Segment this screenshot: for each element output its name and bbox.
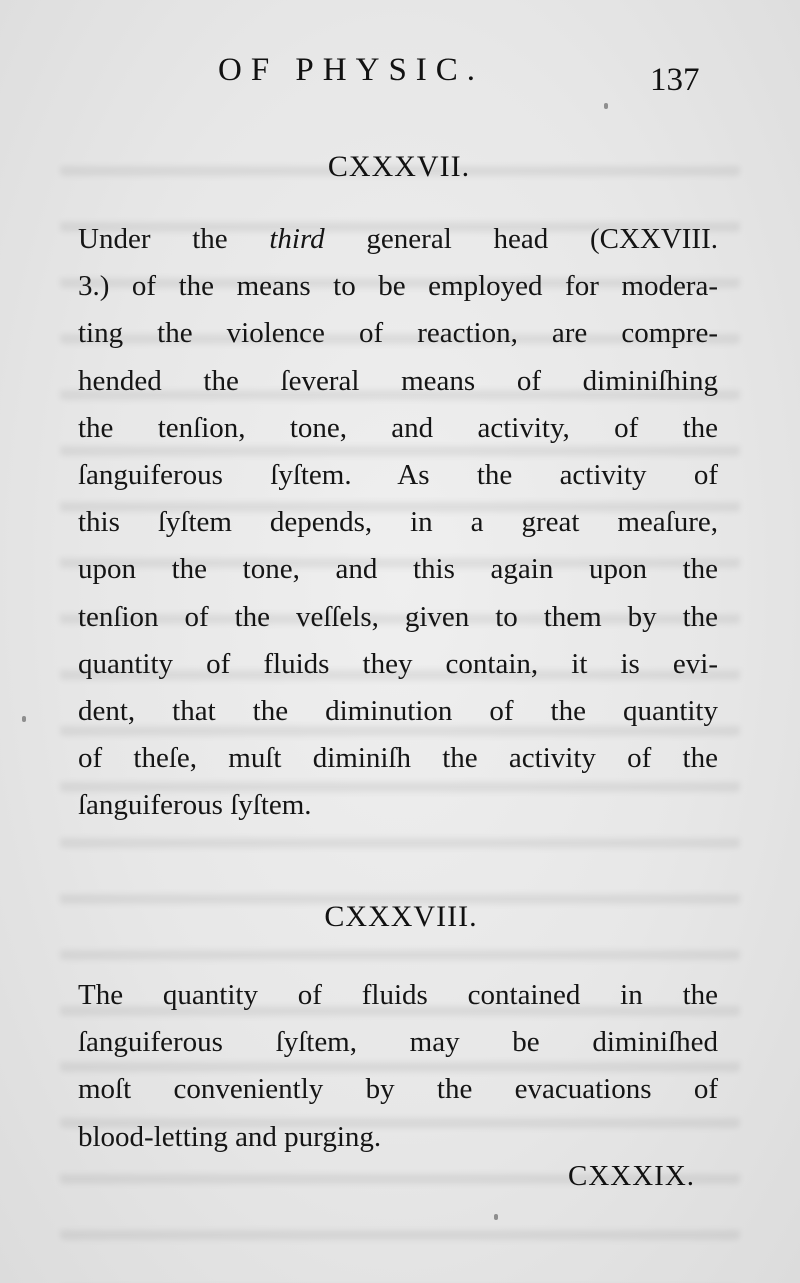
text-line: upon the tone, and this again upon the	[78, 553, 718, 586]
ink-speck	[604, 103, 608, 109]
text-line: ſanguiferous ſyſtem, may be diminiſhed	[78, 1026, 718, 1059]
text-line: dent, that the diminution of the quantity	[78, 695, 718, 728]
text-line: tenſion of the veſſels, given to them by the	[78, 600, 718, 633]
ink-speck	[22, 716, 26, 722]
text-line: Under the third general head (CXXVIII.	[78, 223, 718, 255]
section-heading-cxxxvii: CXXXVII.	[327, 150, 471, 183]
text-line: 3.) of the means to be employed for modera-	[78, 270, 718, 303]
text-line: ſanguiferous ſyſtem.	[78, 789, 312, 822]
text-line: this ſyſtem depends, in a great meaſure,	[78, 506, 718, 539]
text-line: the tenſion, tone, and activity, of the	[78, 411, 718, 444]
text-line: hended the ſeveral means of diminiſhing	[78, 364, 718, 397]
running-head: OF PHYSIC.	[218, 52, 485, 88]
text-line: ting the violence of reaction, are compre-	[78, 317, 718, 350]
paragraph-cxxxviii	[78, 972, 718, 1161]
text-line: blood-letting and purging.	[78, 1120, 382, 1153]
text-line: of theſe, muſt diminiſh the activity of the	[78, 742, 718, 775]
text-line: ſanguiferous ſyſtem. As the activity of	[78, 459, 718, 492]
section-heading-cxxxviii: CXXXVIII.	[324, 900, 478, 933]
page-number: 137	[650, 62, 700, 98]
italic-word: third	[269, 223, 325, 255]
ink-speck	[494, 1214, 498, 1220]
catchword: CXXXIX.	[568, 1160, 696, 1192]
text-line: The quantity of fluids contained in the	[78, 979, 718, 1011]
text-line: quantity of fluids they contain, it is evi-	[78, 647, 718, 680]
paragraph-cxxxvii	[78, 216, 718, 830]
text-line: moſt conveniently by the evacuations of	[78, 1073, 718, 1106]
